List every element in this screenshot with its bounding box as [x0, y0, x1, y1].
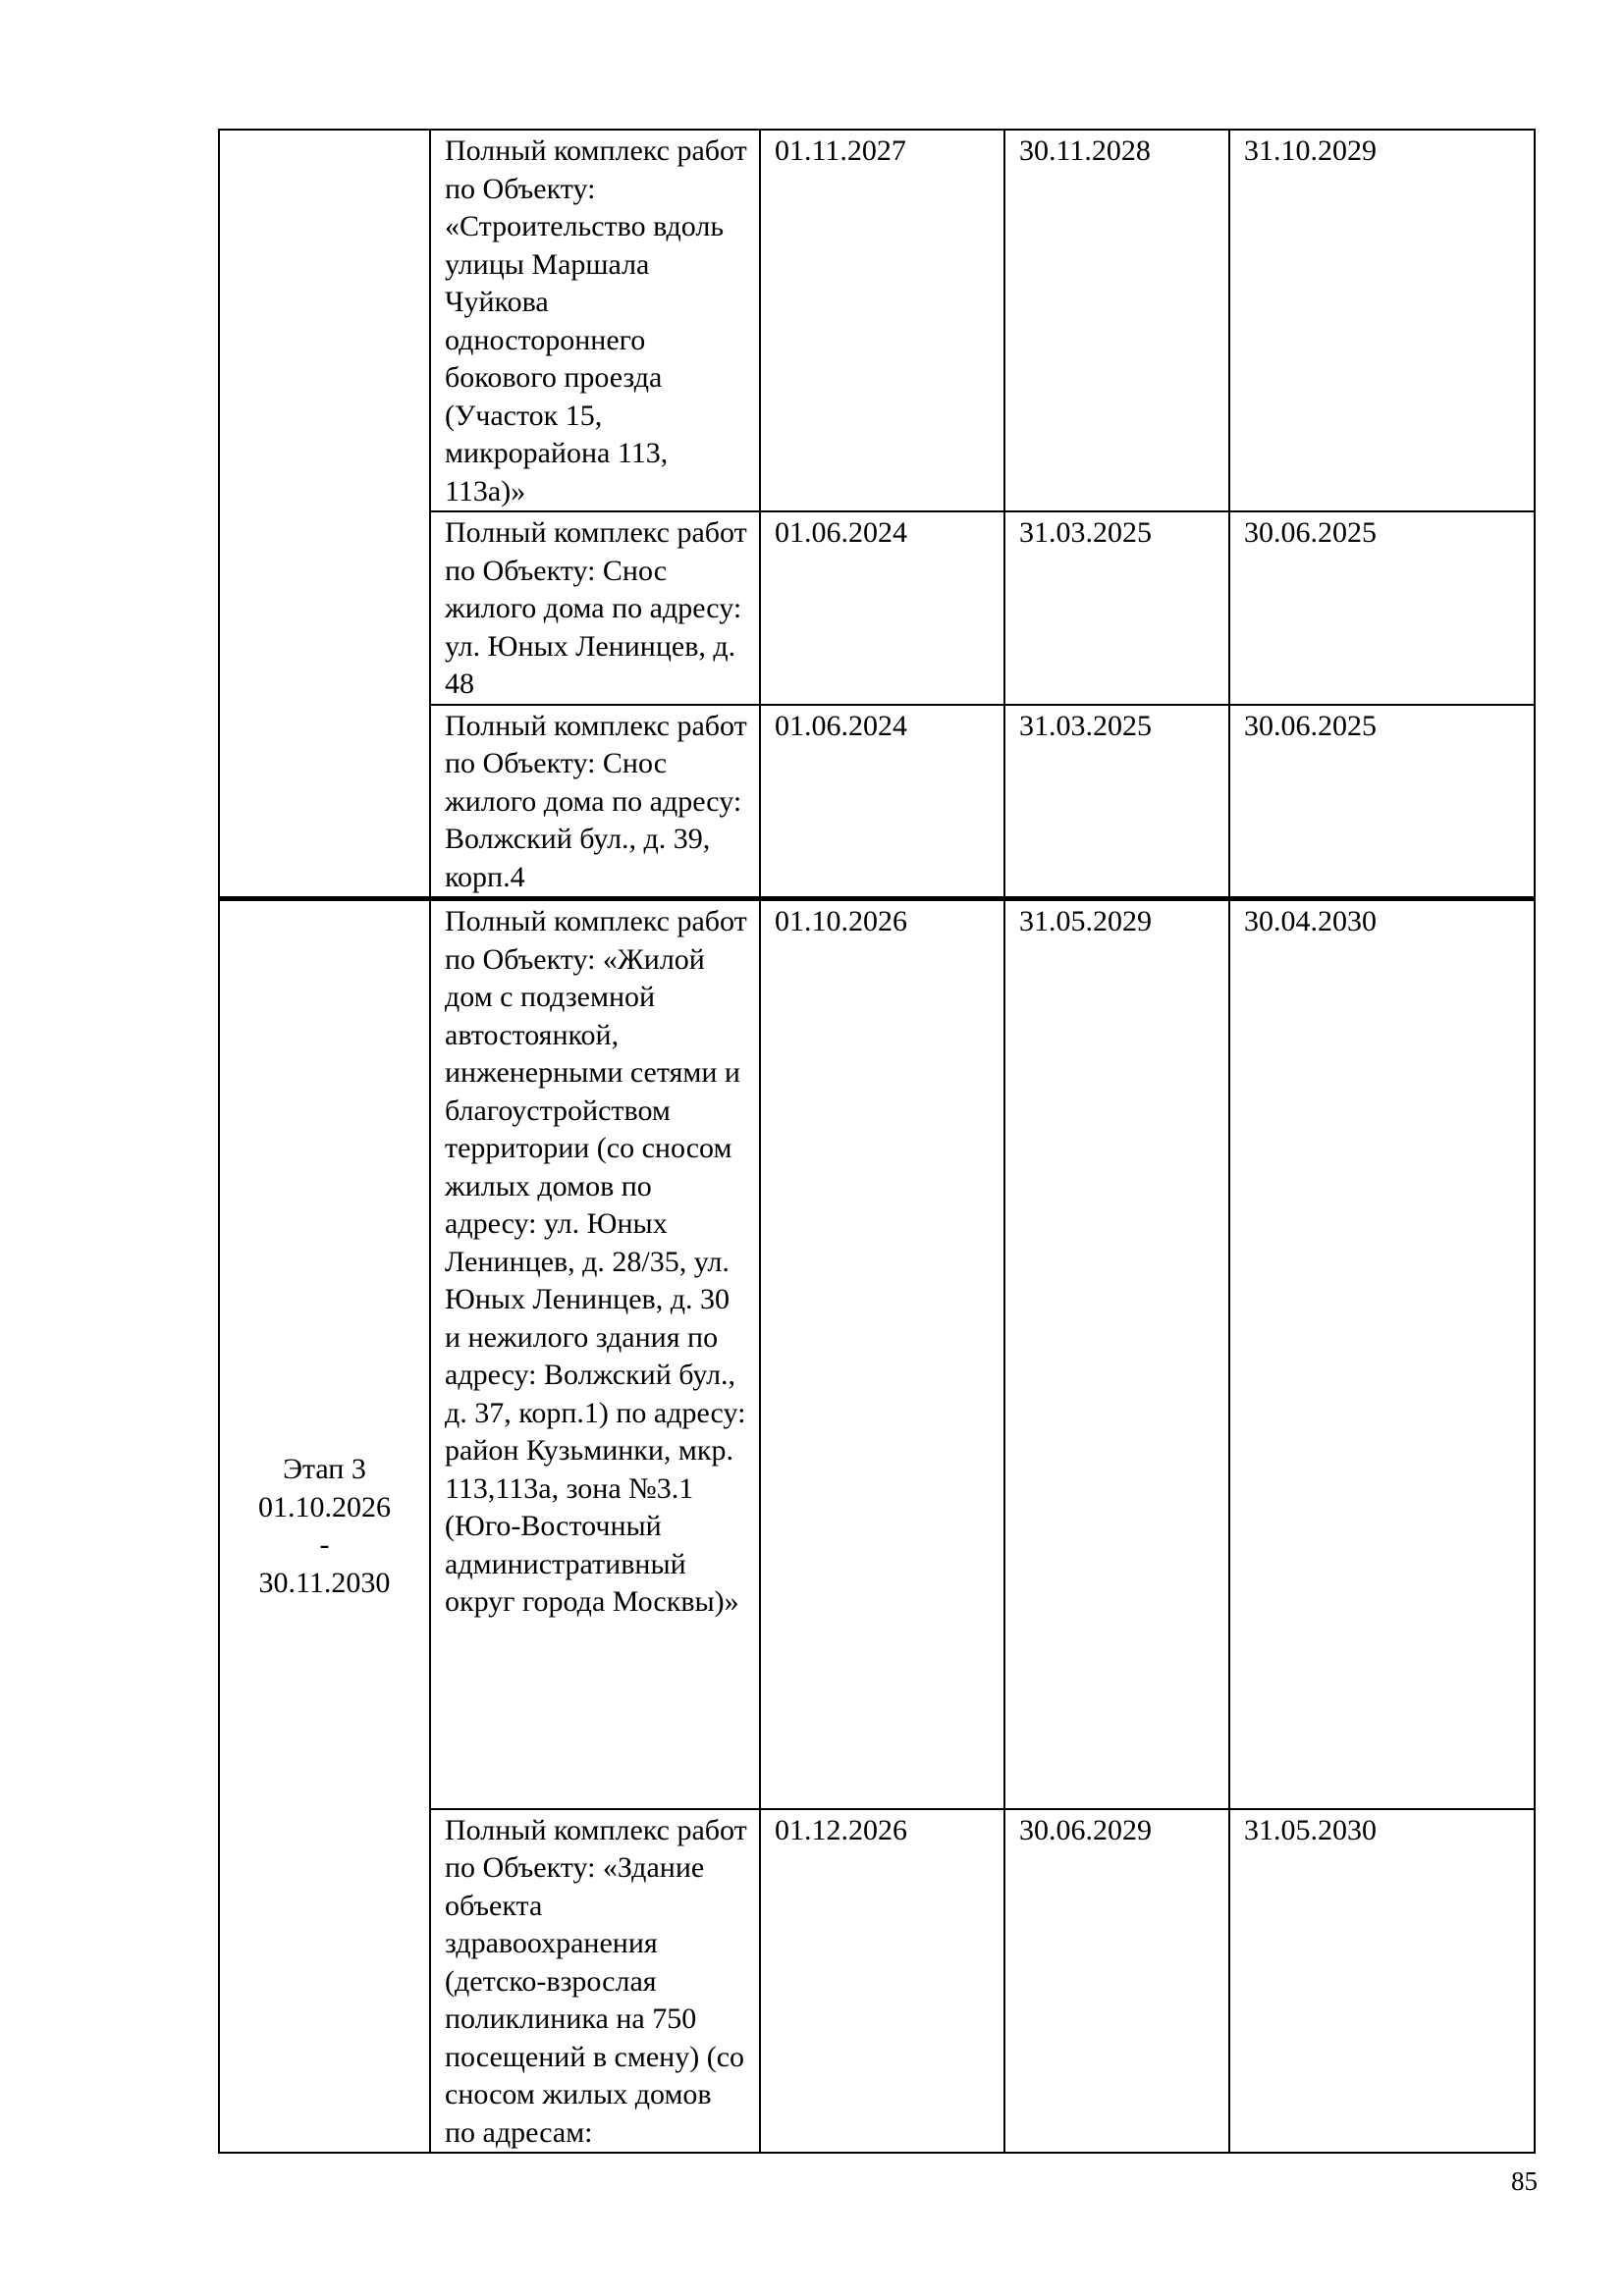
- start-date-cell: 01.11.2027: [760, 130, 1004, 511]
- start-date-cell: 01.06.2024: [760, 511, 1004, 705]
- object-cell: Полный комплекс работ по Объекту: «Строительство вдоль улицы Маршала Чуйкова одностороннего бокового проезда (Участок 15, микрорайона 113, 113а)»: [430, 130, 760, 511]
- mid-date-cell: 30.11.2028: [1004, 130, 1229, 511]
- end-date-cell: 30.04.2030: [1229, 899, 1535, 1809]
- page-number: 85: [1511, 2166, 1538, 2196]
- stage-cell-empty: [219, 130, 430, 899]
- end-date-cell: 31.05.2030: [1229, 1809, 1535, 2154]
- schedule-table: [218, 129, 1536, 2154]
- object-cell: Полный комплекс работ по Объекту: Снос жилого дома по адресу: ул. Юных Ленинцев, д. 48: [430, 511, 760, 705]
- table-row: [219, 899, 1535, 1809]
- stage-dash: -: [319, 1528, 330, 1561]
- mid-date-cell: 31.05.2029: [1004, 899, 1229, 1809]
- start-date-cell: 01.06.2024: [760, 705, 1004, 899]
- start-date-cell: 01.10.2026: [760, 899, 1004, 1809]
- table-row: [219, 130, 1535, 511]
- end-date-cell: 31.10.2029: [1229, 130, 1535, 511]
- mid-date-cell: 31.03.2025: [1004, 705, 1229, 899]
- stage-start-date: 01.10.2026: [258, 1490, 391, 1523]
- object-cell: Полный комплекс работ по Объекту: «Жилой дом с подземной автостоянкой, инженерными сетями и благоустройством территории (со сносом жилых домов по адресу: ул. Юных Ленинцев, д. 28/35, ул. Юных Ленинцев, д. 30 и нежилого здания по адресу: Волжский бул., д. 37, корп.1) по адресу: район Кузьминки, мкр. 113,113а, зона №3.1 (Юго-Восточный административный округ города Москвы)»: [430, 899, 760, 1809]
- object-cell: Полный комплекс работ по Объекту: «Здание объекта здравоохранения (детско-взрослая поликлиника на 750 посещений в смену) (со сносом жилых домов по адресам:: [430, 1809, 760, 2154]
- stage-title: Этап 3: [283, 1453, 366, 1485]
- stage-end-date: 30.11.2030: [258, 1566, 391, 1599]
- mid-date-cell: 30.06.2029: [1004, 1809, 1229, 2154]
- stage-cell: [219, 899, 430, 2154]
- end-date-cell: 30.06.2025: [1229, 705, 1535, 899]
- end-date-cell: 30.06.2025: [1229, 511, 1535, 705]
- start-date-cell: 01.12.2026: [760, 1809, 1004, 2154]
- mid-date-cell: 31.03.2025: [1004, 511, 1229, 705]
- object-cell: Полный комплекс работ по Объекту: Снос жилого дома по адресу: Волжский бул., д. 39, корп.4: [430, 705, 760, 899]
